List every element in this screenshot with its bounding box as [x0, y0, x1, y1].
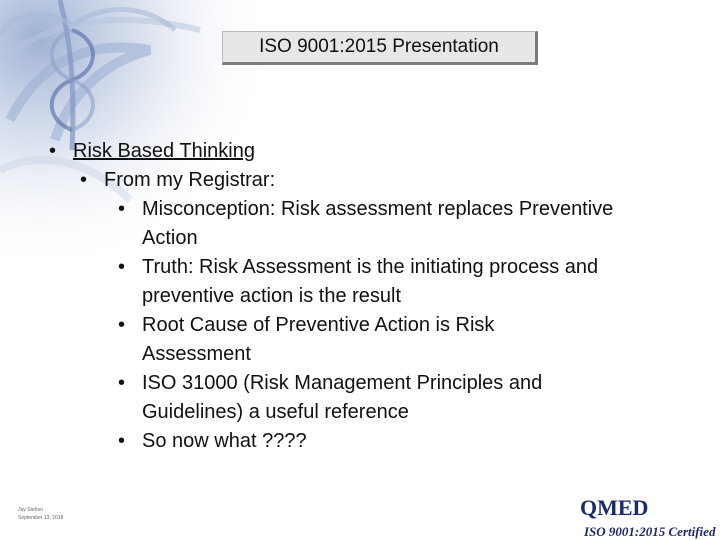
bullet-marker: •: [118, 372, 126, 394]
footer-date: September 13, 2018: [18, 515, 64, 521]
certification-text: ISO 9001:2015 Certified: [584, 524, 716, 539]
bullet-level3-item: [118, 427, 678, 456]
bullet-text: So now what ????: [142, 430, 307, 452]
footer-meta: [18, 506, 63, 522]
bullet-marker: •: [80, 169, 88, 191]
bullet-text: Root Cause of Preventive Action is Risk Assessment: [142, 314, 495, 365]
bullet-marker: •: [49, 140, 57, 162]
bullet-marker: •: [118, 198, 126, 220]
bullet-text: Risk Based Thinking: [73, 140, 255, 162]
bullet-marker: •: [118, 256, 126, 278]
logo-text: QMED: [580, 495, 649, 520]
bullet-level3-item: [118, 195, 678, 253]
footer-author: Jay Stehen: [18, 507, 44, 513]
bullet-marker: •: [118, 430, 126, 452]
qmed-logo: [580, 497, 648, 520]
bullet-level1: [49, 137, 255, 166]
bullet-level3-item: [118, 311, 678, 369]
bullet-text: Truth: Risk Assessment is the initiating process and preventive action is the result: [142, 256, 599, 307]
bullet-level3-item: [118, 253, 678, 311]
bullet-marker: •: [118, 314, 126, 336]
bullet-text: ISO 31000 (Risk Management Principles and Guidelines) a useful reference: [142, 372, 543, 423]
bullet-text: From my Registrar:: [104, 169, 276, 191]
bullet-text: Misconception: Risk assessment replaces Preventive Action: [142, 198, 614, 249]
slide-title: ISO 9001:2015 Presentation: [259, 36, 499, 57]
bullet-level3-item: [118, 369, 678, 427]
bullet-level2: [80, 166, 275, 195]
